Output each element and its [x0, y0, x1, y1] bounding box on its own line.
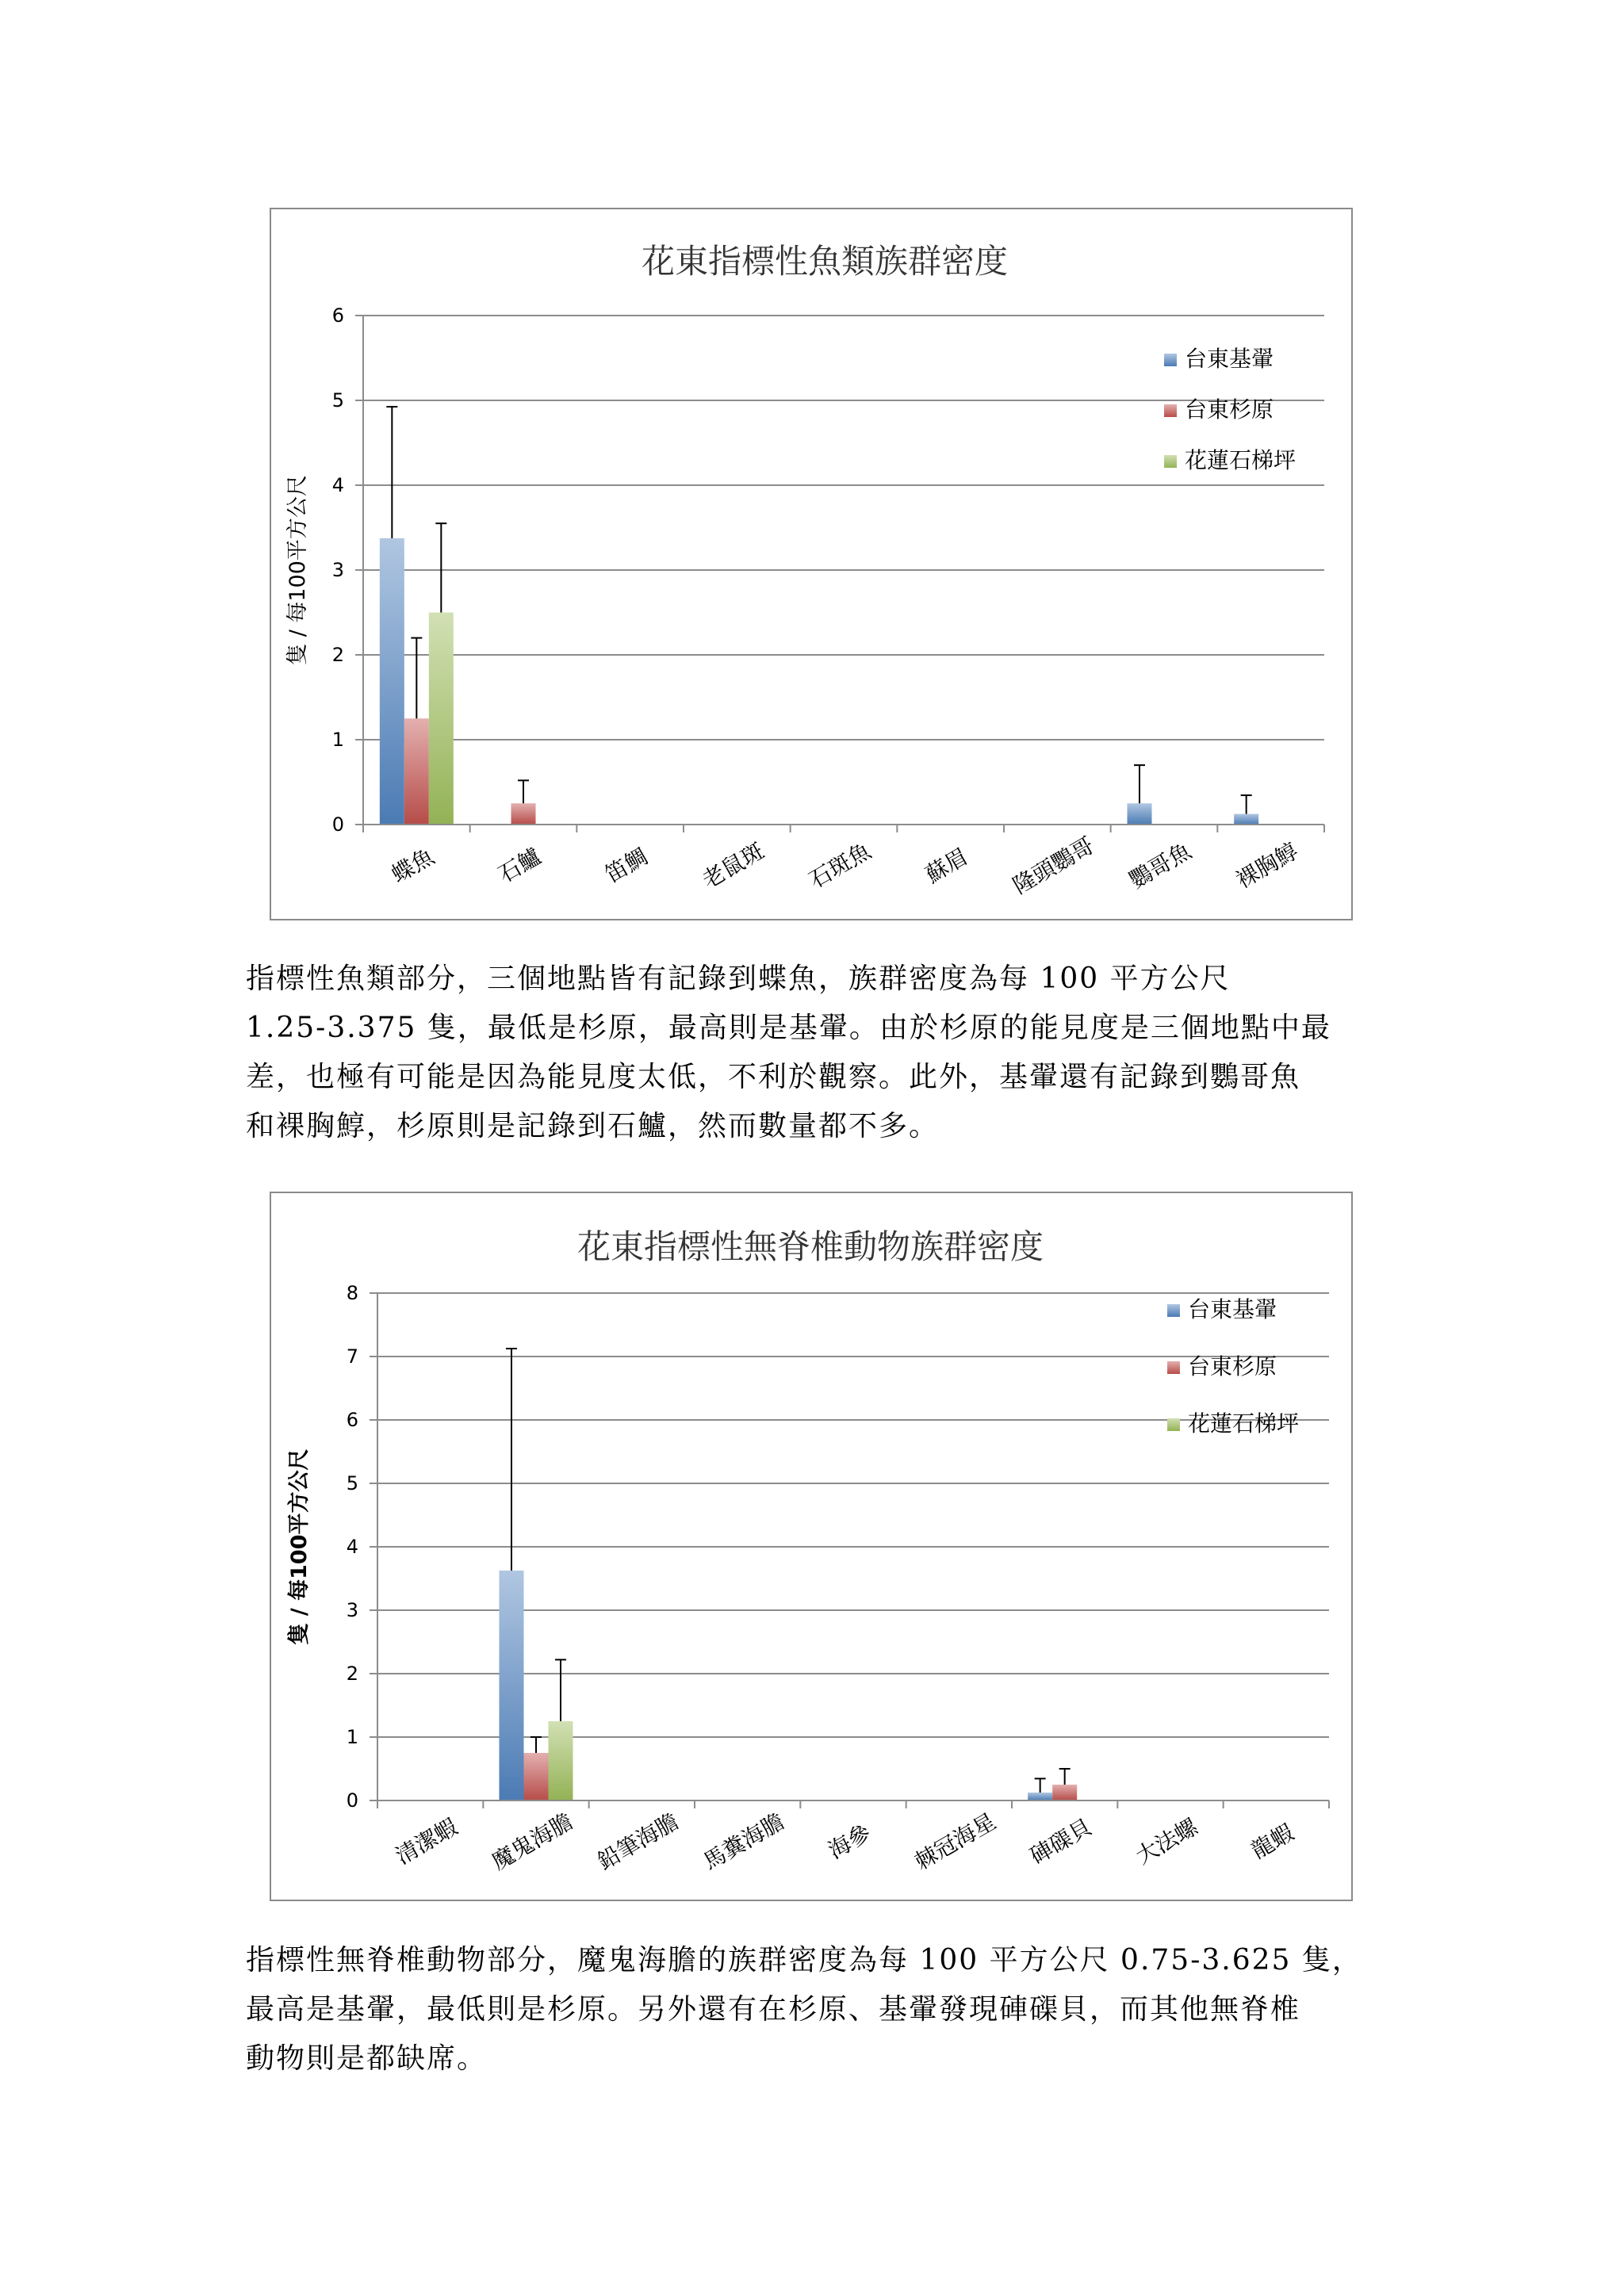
bar — [1128, 803, 1152, 825]
y-tick-label: 4 — [346, 1536, 358, 1558]
y-tick-label: 8 — [346, 1282, 358, 1304]
legend-swatch — [1164, 354, 1177, 366]
bar — [500, 1571, 524, 1800]
chart-title: 花東指標性無脊椎動物族群密度 — [576, 1227, 1044, 1266]
y-tick-label: 1 — [346, 1726, 358, 1748]
y-tick-label: 0 — [331, 813, 344, 836]
bar — [524, 1753, 549, 1800]
x-tick-label: 清潔蝦 — [391, 1813, 462, 1870]
bar — [1234, 814, 1258, 825]
paragraph-line: 差，也極有可能是因為能見度太低，不利於觀察。此外，基翬還有記錄到鸚哥魚 — [246, 1061, 1301, 1093]
fish-density-chart-svg — [271, 209, 1351, 919]
legend-label: 台東基翬 — [1185, 346, 1274, 372]
chart-title: 花東指標性魚類族群密度 — [641, 242, 1009, 281]
fish-density-chart — [270, 208, 1353, 920]
x-tick-label: 棘冠海星 — [910, 1808, 1001, 1876]
legend-label: 台東杉原 — [1188, 1353, 1277, 1380]
y-tick-label: 3 — [346, 1599, 358, 1621]
legend-swatch — [1167, 1418, 1180, 1431]
x-tick-label: 魔鬼海膽 — [487, 1808, 578, 1876]
y-tick-label: 6 — [346, 1409, 358, 1431]
legend-label: 台東杉原 — [1185, 396, 1274, 423]
legend-label: 花蓮石梯坪 — [1188, 1410, 1300, 1437]
paragraph-line: 指標性魚類部分，三個地點皆有記錄到蝶魚，族群密度為每 100 平方公尺 — [246, 962, 1231, 995]
x-tick-label: 蘇眉 — [921, 843, 973, 889]
legend-label: 台東基翬 — [1188, 1296, 1277, 1322]
bar — [380, 538, 404, 825]
bar — [1028, 1793, 1052, 1800]
paragraph-line: 最高是基翬，最低則是杉原。另外還有在杉原、基翬發現硨磲貝，而其他無脊椎 — [246, 1993, 1301, 2026]
x-tick-label: 隆頭鸚哥 — [1008, 832, 1099, 900]
x-tick-label: 大法螺 — [1131, 1813, 1202, 1870]
y-tick-label: 2 — [346, 1663, 358, 1685]
legend-swatch — [1167, 1361, 1180, 1374]
y-tick-label: 6 — [331, 304, 344, 327]
invertebrate-density-chart-svg — [271, 1193, 1351, 1900]
x-tick-label: 蝶魚 — [387, 843, 439, 889]
x-tick-label: 龍蝦 — [1247, 1819, 1299, 1865]
x-tick-label: 老鼠斑 — [697, 837, 769, 894]
y-tick-label: 1 — [331, 729, 344, 751]
y-tick-label: 0 — [346, 1789, 358, 1812]
legend-swatch — [1167, 1304, 1180, 1317]
y-tick-label: 4 — [331, 474, 344, 496]
bar — [404, 718, 429, 825]
bar — [511, 803, 536, 825]
x-tick-label: 石斑魚 — [804, 837, 875, 894]
x-tick-label: 硨磲貝 — [1025, 1813, 1097, 1870]
paragraph-line: 動物則是都缺席。 — [246, 2042, 488, 2075]
y-axis-label: 隻 / 每100平方公尺 — [285, 475, 310, 665]
x-tick-label: 鸚哥魚 — [1124, 837, 1196, 894]
legend-swatch — [1164, 404, 1177, 417]
y-tick-label: 5 — [346, 1472, 358, 1494]
bar — [1052, 1785, 1077, 1800]
x-tick-label: 海參 — [823, 1819, 875, 1865]
x-tick-label: 裸胸鯙 — [1231, 837, 1303, 894]
y-tick-label: 7 — [346, 1345, 358, 1368]
y-tick-label: 2 — [331, 644, 344, 666]
paragraph-line: 1.25-3.375 隻，最低是杉原，最高則是基翬。由於杉原的能見度是三個地點中最 — [246, 1012, 1331, 1044]
paragraph-line: 和裸胸鯙，杉原則是記錄到石鱸，然而數量都不多。 — [246, 1110, 940, 1142]
x-tick-label: 石鱸 — [493, 843, 546, 889]
bar — [429, 613, 454, 825]
y-tick-label: 3 — [331, 559, 344, 581]
y-axis-label: 隻 / 每100平方公尺 — [287, 1448, 312, 1645]
x-tick-label: 笛鯛 — [600, 843, 653, 889]
bar — [549, 1721, 573, 1800]
fish-summary-paragraph — [246, 955, 1388, 1151]
y-tick-label: 5 — [331, 389, 344, 411]
invertebrate-density-chart — [270, 1192, 1353, 1901]
legend-swatch — [1164, 455, 1177, 468]
x-tick-label: 馬糞海膽 — [699, 1808, 789, 1876]
x-tick-label: 鉛筆海膽 — [592, 1808, 684, 1876]
paragraph-line: 指標性無脊椎動物部分，魔鬼海膽的族群密度為每 100 平方公尺 0.75-3.625 隻， — [246, 1944, 1362, 1976]
legend-label: 花蓮石梯坪 — [1185, 447, 1297, 473]
invertebrate-summary-paragraph — [246, 1936, 1388, 2084]
